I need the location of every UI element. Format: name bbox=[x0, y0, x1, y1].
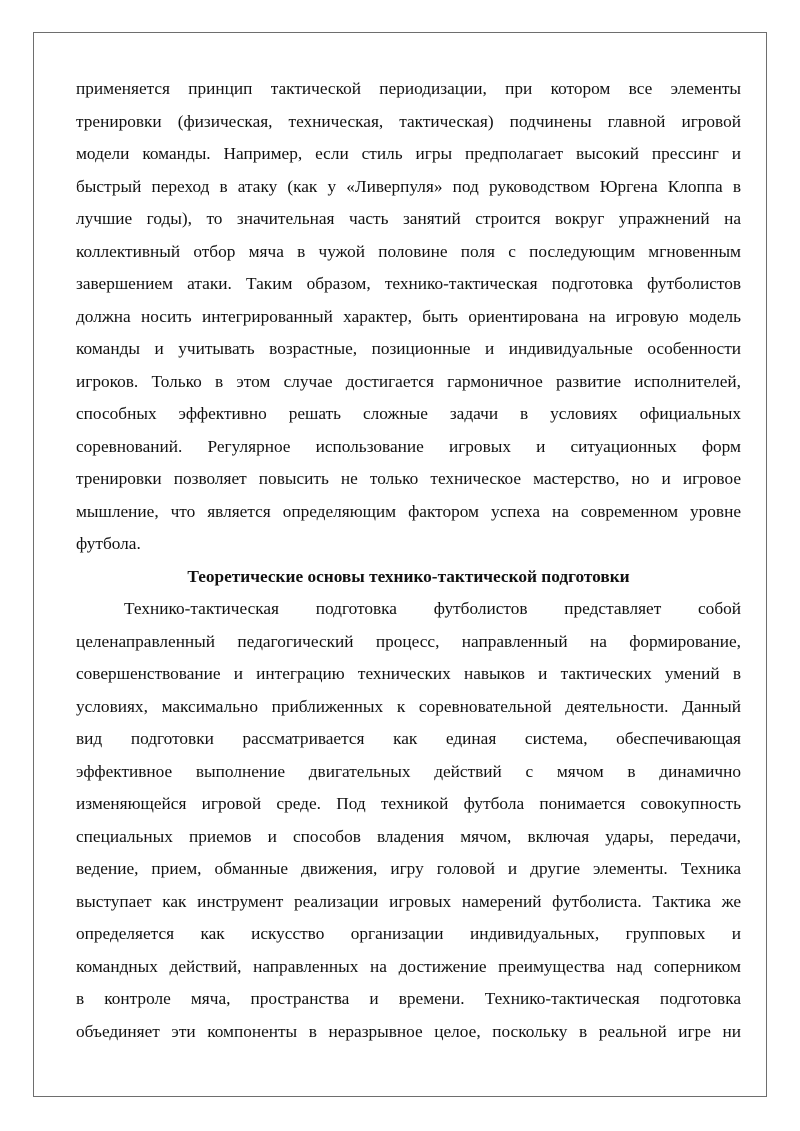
paragraph-continued bbox=[76, 73, 741, 561]
text-line: способных эффективно решать сложные задачи в условиях официальных bbox=[76, 404, 741, 423]
text-line: специальных приемов и способов владения мячом, включая удары, передачи, bbox=[76, 826, 741, 846]
text-line: целенаправленный педагогический процесс, направленный на формирование, bbox=[76, 631, 741, 651]
text-line: объединяет эти компоненты в неразрывное целое, поскольку в реальной игре ни bbox=[76, 1021, 741, 1041]
text-line: в контроле мяча, пространства и времени. Технико-тактическая подготовка bbox=[76, 989, 741, 1008]
document-body bbox=[76, 73, 741, 1048]
text-line: лучшие годы), то значительная часть занятий строится вокруг упражнений на bbox=[76, 209, 741, 228]
text-line: соревнований. Регулярное использование игровых и ситуационных форм bbox=[76, 436, 741, 456]
text-line: мышление, что является определяющим фактором успеха на современном уровне bbox=[76, 501, 741, 521]
text-line: быстрый переход в атаку (как у «Ливерпуля» под руководством Юргена Клоппа в bbox=[76, 176, 741, 196]
text-line: эффективное выполнение двигательных действий с мячом в динамично bbox=[76, 761, 741, 781]
text-line: тренировки (физическая, техническая, тактическая) подчинены главной игровой bbox=[76, 111, 741, 131]
text-line: тренировки позволяет повысить не только техническое мастерство, но и игровое bbox=[76, 469, 741, 488]
text-line: модели команды. Например, если стиль игры предполагает высокий прессинг и bbox=[76, 144, 741, 163]
text-line: коллективный отбор мяча в чужой половине поля с последующим мгновенным bbox=[76, 241, 741, 261]
text-line: игроков. Только в этом случае достигается гармоничное развитие исполнителей, bbox=[76, 371, 741, 391]
text-line: изменяющейся игровой среде. Под техникой футбола понимается совокупность bbox=[76, 794, 741, 813]
text-line: команды и учитывать возрастные, позиционные и индивидуальные особенности bbox=[76, 339, 741, 358]
text-line: ведение, прием, обманные движения, игру головой и другие элементы. Техника bbox=[76, 859, 741, 878]
text-line: совершенствование и интеграцию технических навыков и тактических умений в bbox=[76, 664, 741, 683]
text-line: должна носить интегрированный характер, быть ориентирована на игровую модель bbox=[76, 306, 741, 326]
text-line: Технико-тактическая подготовка футболистов представляет собой bbox=[124, 599, 741, 618]
text-line: завершением атаки. Таким образом, технико-тактическая подготовка футболистов bbox=[76, 274, 741, 293]
text-line: командных действий, направленных на достижение преимущества над соперником bbox=[76, 956, 741, 976]
text-line: условиях, максимально приближенных к соревновательной деятельности. Данный bbox=[76, 696, 741, 716]
section-heading: Теоретические основы технико-тактической подготовки bbox=[187, 566, 630, 586]
text-line: футбола. bbox=[76, 534, 141, 553]
text-line: вид подготовки рассматривается как единая система, обеспечивающая bbox=[76, 729, 741, 748]
text-line: выступает как инструмент реализации игровых намерений футболиста. Тактика же bbox=[76, 891, 741, 911]
paragraph bbox=[76, 593, 741, 1048]
text-line: применяется принцип тактической периодизации, при котором все элементы bbox=[76, 79, 741, 98]
text-line: определяется как искусство организации индивидуальных, групповых и bbox=[76, 924, 741, 943]
